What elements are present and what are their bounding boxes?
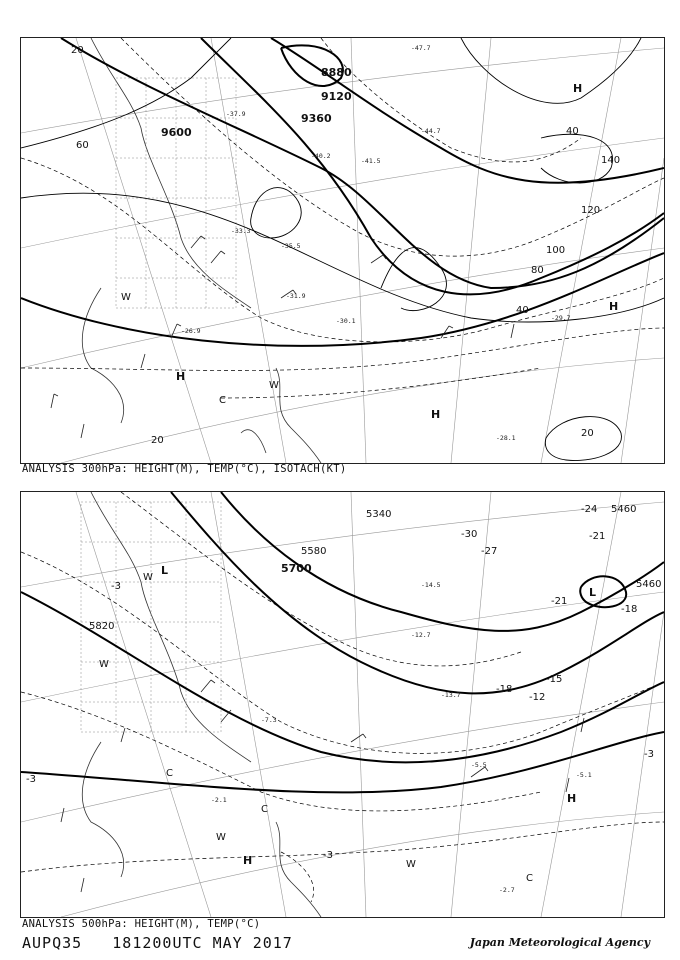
- height-label: 9360: [301, 112, 332, 125]
- isotach-label: 100: [546, 245, 566, 256]
- temp-value: -13.7: [441, 691, 461, 699]
- temperature-contours: [21, 492, 664, 902]
- isotach-label: 40: [566, 126, 579, 137]
- coastline: [82, 38, 321, 463]
- high-center-mark: H: [431, 408, 441, 421]
- temp-value: -5.5: [471, 761, 487, 769]
- temp-value: -5.1: [576, 771, 592, 779]
- temp-value: -14.5: [421, 581, 441, 589]
- height-label: 5580: [301, 546, 327, 557]
- temp-value: -2.1: [211, 796, 227, 804]
- temp-value: -2.7: [499, 886, 515, 894]
- agency-name: Japan Meteorological Agency: [469, 936, 650, 949]
- temp-label: -3: [644, 749, 654, 760]
- temp-value: -31.9: [286, 292, 306, 300]
- temp-value: -44.7: [421, 127, 441, 135]
- temp-label-group: [26, 504, 654, 861]
- cold-mark: C: [166, 768, 173, 779]
- warm-mark: W: [216, 832, 226, 843]
- temp-value: -30.1: [336, 317, 356, 325]
- height-label-group: [161, 66, 352, 139]
- isotach-label: 140: [601, 155, 621, 166]
- height-label: 8880: [321, 66, 352, 79]
- height-label-group: [89, 504, 661, 632]
- warm-mark: W: [99, 659, 109, 670]
- cold-mark: C: [261, 804, 268, 815]
- temp-label: -15: [546, 674, 563, 685]
- high-center-mark: H: [609, 300, 619, 313]
- temp-label: -24: [581, 504, 598, 515]
- temp-value: -29.7: [551, 314, 571, 322]
- pressure-mark-group: [121, 82, 621, 421]
- isotach-label: 60: [76, 140, 89, 151]
- isotach-label: 120: [581, 205, 601, 216]
- low-center-mark: L: [589, 586, 597, 599]
- temp-value: -28.1: [496, 434, 516, 442]
- isotach-label: 20: [151, 435, 164, 446]
- temp-label: -3: [26, 774, 36, 785]
- high-center-mark: H: [243, 854, 253, 867]
- temp-value: -35.5: [281, 242, 301, 250]
- temp-value: -37.9: [226, 110, 246, 118]
- isotach-label: 20: [581, 428, 594, 439]
- panel-500hpa: [20, 491, 665, 918]
- valid-time: 181200UTC MAY 2017: [112, 934, 293, 952]
- cold-mark: C: [526, 873, 533, 884]
- height-label: 5820: [89, 621, 115, 632]
- height-label: 5700: [281, 562, 312, 575]
- chart-id: AUPQ35: [22, 934, 83, 952]
- temp-label: -18: [621, 604, 638, 615]
- map-500hpa: [21, 492, 664, 917]
- temp-label: -3: [323, 850, 333, 861]
- temp-value: -47.7: [411, 44, 431, 52]
- temp-label: -12: [529, 692, 546, 703]
- caption-300hpa: ANALYSIS 300hPa: HEIGHT(M), TEMP(°C), ISOTACH(KT): [22, 463, 347, 475]
- isotach-label: 40: [516, 305, 529, 316]
- temp-label: -21: [589, 531, 606, 542]
- temp-value: -12.7: [411, 631, 431, 639]
- isotach-label: 20: [71, 45, 84, 56]
- high-center-mark: H: [573, 82, 583, 95]
- caption-500hpa: ANALYSIS 500hPa: HEIGHT(M), TEMP(°C): [22, 918, 261, 930]
- temp-label: -27: [481, 546, 498, 557]
- temp-label: -21: [551, 596, 568, 607]
- temp-value: -33.3: [231, 227, 251, 235]
- temp-value: -7.3: [261, 716, 277, 724]
- temp-label: -30: [461, 529, 478, 540]
- temp-label: -18: [496, 684, 513, 695]
- warm-mark: W: [406, 859, 416, 870]
- high-center-mark: H: [567, 792, 577, 805]
- height-label: 9600: [161, 126, 192, 139]
- height-label: 5460: [611, 504, 637, 515]
- cold-mark: C: [219, 395, 226, 406]
- map-300hpa: [21, 38, 664, 463]
- height-label: 5460: [636, 579, 662, 590]
- temp-value: -26.9: [181, 327, 201, 335]
- pressure-mark-group: [99, 564, 596, 884]
- data-grid: [116, 78, 236, 308]
- height-label: 5340: [366, 509, 392, 520]
- temp-value: -41.5: [361, 157, 381, 165]
- chart-id-line: [22, 934, 293, 952]
- height-label: 9120: [321, 90, 352, 103]
- warm-mark: W: [121, 292, 131, 303]
- warm-mark: W: [143, 572, 153, 583]
- temp-value-group: [181, 44, 571, 442]
- low-center-mark: L: [161, 564, 169, 577]
- high-center-mark: H: [176, 370, 186, 383]
- isotach-label: 80: [531, 265, 544, 276]
- panel-300hpa: [20, 37, 665, 464]
- temp-label: -3: [111, 581, 121, 592]
- temp-value: -40.2: [311, 152, 331, 160]
- isotach-label-group: [71, 45, 620, 446]
- wind-barbs: [51, 236, 514, 438]
- warm-mark: W: [269, 380, 279, 391]
